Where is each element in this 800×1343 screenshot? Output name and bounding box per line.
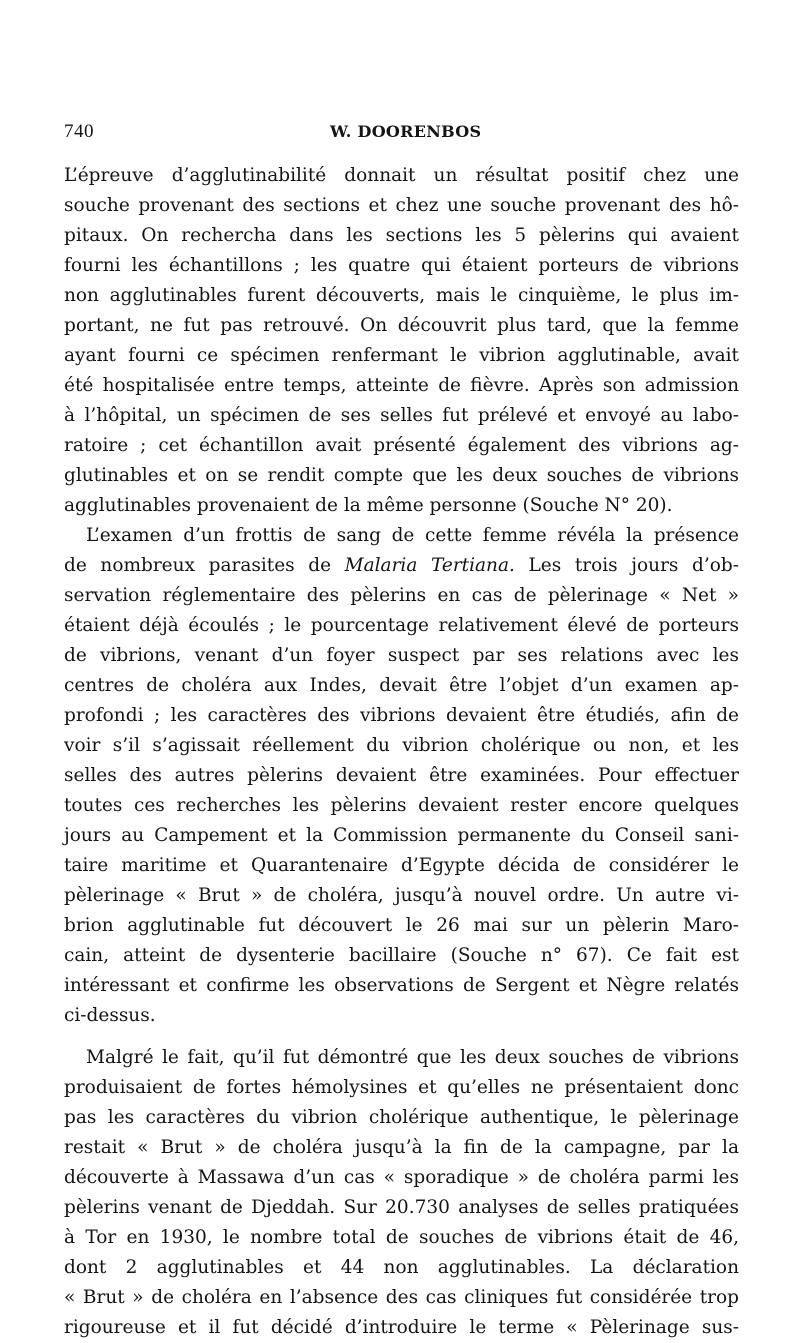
running-title: W. DOORENBOS — [330, 122, 482, 141]
text-fragment: de nombreux parasites de — [64, 555, 345, 576]
text-line: L’épreuve d’agglutinabilité donnait un résultat positif chez une — [64, 165, 739, 186]
text-line: à Tor en 1930, le nombre total de souches de vibrions était de 46, — [64, 1227, 739, 1248]
text-line: pèlerins venant de Djeddah. Sur 20.730 analyses de selles pratiquées — [64, 1197, 739, 1218]
text-line: rigoureuse et il fut décidé d’introduire le terme « Pèlerinage sus- — [64, 1317, 739, 1338]
text-line: portant, ne fut pas retrouvé. On découvrit plus tard, que la femme — [64, 315, 739, 336]
text-line: découverte à Massawa d’un cas « sporadique » de choléra parmi les — [64, 1167, 739, 1188]
text-line: Malgré le fait, qu’il fut démontré que les deux souches de vibrions — [86, 1047, 739, 1068]
text-line: selles des autres pèlerins devaient être examinées. Pour effectuer — [64, 765, 739, 786]
text-line-with-italic — [64, 551, 739, 581]
text-line: produisaient de fortes hémolysines et qu’elles ne présentaient donc — [64, 1077, 739, 1098]
text-line: pèlerinage « Brut » de choléra, jusqu’à nouvel ordre. Un autre vi- — [64, 885, 739, 906]
text-line: voir s’il s’agissait réellement du vibrion cholérique ou non, et les — [64, 735, 739, 756]
text-line: dont 2 agglutinables et 44 non agglutinables. La déclaration — [64, 1257, 739, 1278]
italic-term: Malaria Tertiana. — [344, 555, 515, 576]
paragraph-gap — [64, 1031, 739, 1043]
paragraph-2 — [64, 521, 739, 1031]
text-line: toutes ces recherches les pèlerins devaient rester encore quelques — [64, 795, 739, 816]
text-line: L’examen d’un frottis de sang de cette femme révéla la présence — [86, 525, 739, 546]
text-line: cain, atteint de dysenterie bacillaire (Souche n° 67). Ce fait est — [64, 945, 739, 966]
text-line: été hospitalisée entre temps, atteinte de fièvre. Après son admission — [64, 375, 739, 396]
text-line: glutinables et on se rendit compte que les deux souches de vibrions — [64, 465, 739, 486]
text-line: ci-dessus. — [64, 1005, 156, 1026]
text-line: souche provenant des sections et chez une souche provenant des hô- — [64, 195, 739, 216]
text-fragment: Les trois jours d’ob- — [514, 555, 739, 576]
text-line: ratoire ; cet échantillon avait présenté également des vibrions ag- — [64, 435, 739, 456]
text-line: pitaux. On rechercha dans les sections les 5 pèlerins qui avaient — [64, 225, 739, 246]
text-line: centres de choléra aux Indes, devait être l’objet d’un examen ap- — [64, 675, 739, 696]
page-header — [64, 121, 734, 147]
text-line: brion agglutinable fut découvert le 26 mai sur un pèlerin Maro- — [64, 915, 739, 936]
text-line: taire maritime et Quarantenaire d’Egypte décida de considérer le — [64, 855, 739, 876]
paragraph-3 — [64, 1043, 739, 1343]
text-line: profondi ; les caractères des vibrions devaient être étudiés, afin de — [64, 705, 739, 726]
text-line: intéressant et confirme les observations de Sergent et Nègre relatés — [64, 975, 739, 996]
text-line: étaient déjà écoulés ; le pourcentage relativement élevé de porteurs — [64, 615, 739, 636]
text-line: ayant fourni ce spécimen renfermant le vibrion agglutinable, avait — [64, 345, 739, 366]
text-line: fourni les échantillons ; les quatre qui étaient porteurs de vibrions — [64, 255, 739, 276]
body-text — [64, 161, 739, 1343]
text-line: agglutinables provenaient de la même personne (Souche N° 20). — [64, 495, 673, 516]
text-line: de vibrions, venant d’un foyer suspect par ses relations avec les — [64, 645, 739, 666]
text-line: servation réglementaire des pèlerins en cas de pèlerinage « Net » — [64, 585, 739, 606]
text-line: jours au Campement et la Commission permanente du Conseil sani- — [64, 825, 739, 846]
page-number: 740 — [64, 121, 94, 142]
text-line: restait « Brut » de choléra jusqu’à la fin de la campagne, par la — [64, 1137, 739, 1158]
text-line: pas les caractères du vibrion cholérique authentique, le pèlerinage — [64, 1107, 739, 1128]
paragraph-1 — [64, 161, 739, 521]
text-line: à l’hôpital, un spécimen de ses selles fut prélevé et envoyé au labo- — [64, 405, 739, 426]
text-line: « Brut » de choléra en l’absence des cas cliniques fut considérée trop — [64, 1287, 739, 1308]
text-line: non agglutinables furent découverts, mais le cinquième, le plus im- — [64, 285, 739, 306]
